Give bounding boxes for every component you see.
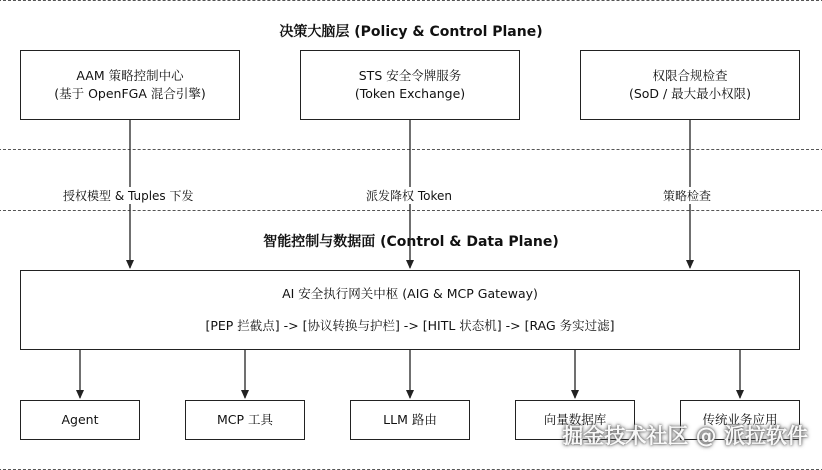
edge-label-policy-check: 策略检查 — [660, 187, 714, 204]
watermark-text: 掘金技术社区 @ 派拉软件 — [562, 424, 808, 448]
edge-label-token: 派发降权 Token — [363, 187, 455, 204]
gateway-pipeline: [PEP 拦截点] -> [协议转换与护栏] -> [HITL 状态机] -> [RAG 务实过滤] — [205, 318, 615, 333]
llm-router-label: LLM 路由 — [383, 412, 437, 427]
aam-node-title: AAM 策略控制中心 — [76, 68, 184, 83]
legacy-app-label: 传统业务应用 — [702, 412, 778, 427]
gateway-title: AI 安全执行网关中枢 (AIG & MCP Gateway) — [282, 286, 538, 301]
compliance-node-subtitle: (SoD / 最大最小权限) — [628, 86, 752, 101]
mcp-tools-label: MCP 工具 — [216, 412, 274, 427]
sts-node-subtitle: (Token Exchange) — [354, 86, 466, 101]
aam-node-subtitle: (基于 OpenFGA 混合引擎) — [54, 86, 206, 101]
agent-label: Agent — [61, 412, 99, 427]
sts-node-title: STS 安全令牌服务 — [358, 68, 462, 83]
edge-label-auth-model: 授权模型 & Tuples 下发 — [60, 187, 197, 204]
compliance-node-title: 权限合规检查 — [652, 68, 728, 83]
policy-plane-title: 决策大脑层 (Policy & Control Plane) — [279, 24, 543, 40]
data-plane-title: 智能控制与数据面 (Control & Data Plane) — [263, 234, 559, 250]
vector-db-label: 向量数据库 — [543, 412, 607, 427]
